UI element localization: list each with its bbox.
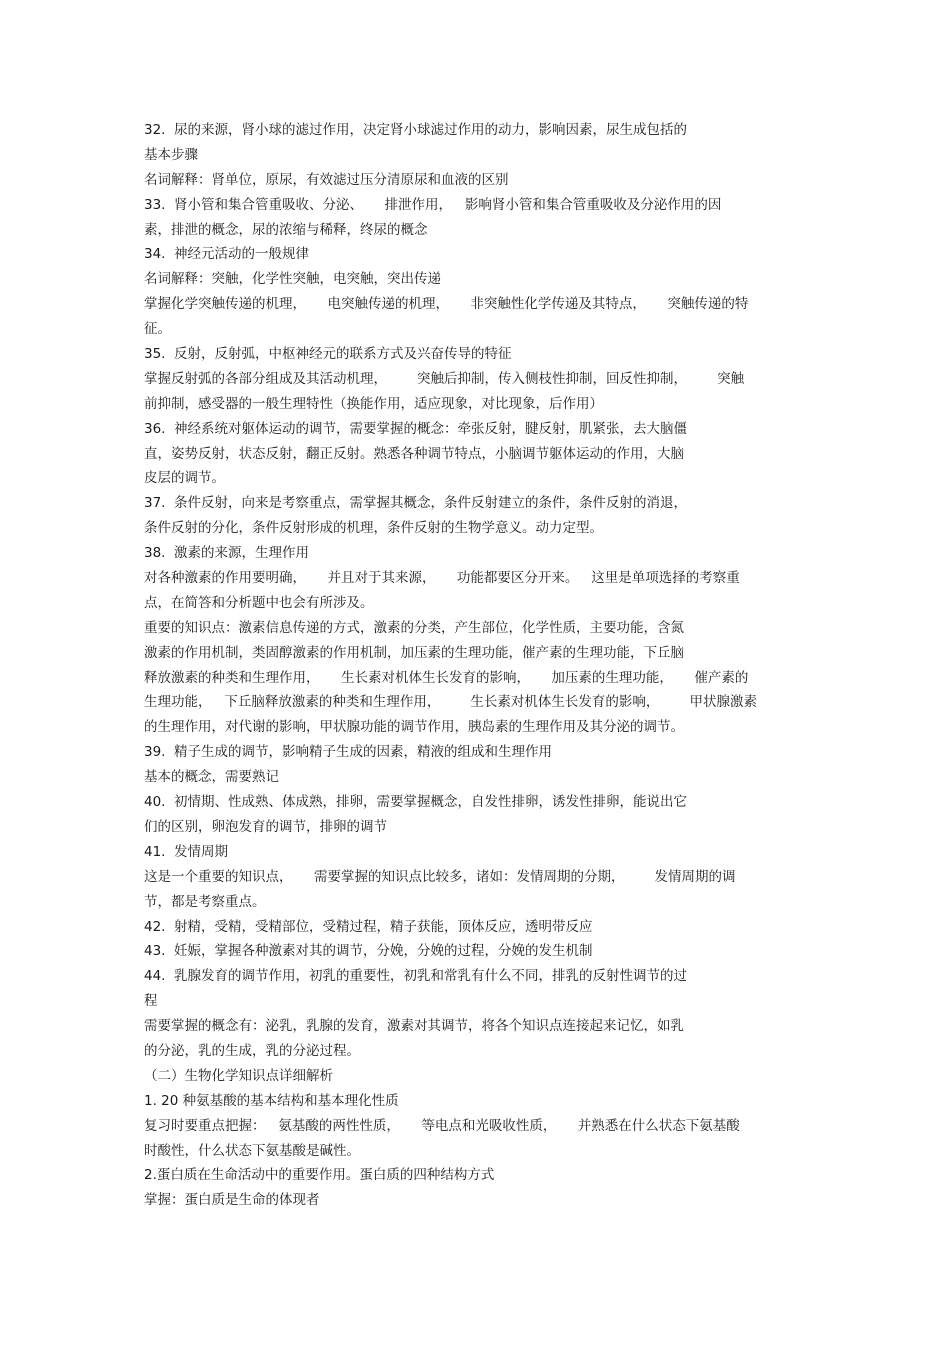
text-line: 释放激素的种类和生理作用， 生长素对机体生长发育的影响， 加压素的生理功能， 催产素的	[144, 669, 749, 686]
text-line: 1. 20 种氨基酸的基本结构和基本理化性质	[144, 1092, 399, 1109]
text-line: 复习时要重点把握： 氨基酸的两性性质， 等电点和光吸收性质， 并熟悉在什么状态下氨基酸	[144, 1117, 740, 1134]
text-line: 44. 乳腺发育的调节作用，初乳的重要性，初乳和常乳有什么不同，排乳的反射性调节的过	[144, 968, 688, 985]
text-line: 素，排泄的概念，尿的浓缩与稀释，终尿的概念	[144, 221, 428, 238]
text-line: 34. 神经元活动的一般规律	[144, 246, 310, 263]
text-line: 对各种激素的作用要明确， 并且对于其来源， 功能都要区分开来。 这里是单项选择的考察重	[144, 570, 740, 587]
text-line: 重要的知识点：激素信息传递的方式，激素的分类，产生部位，化学性质，主要功能，含氮	[144, 619, 684, 636]
text-line: 们的区别，卵泡发育的调节，排卵的调节	[144, 818, 387, 835]
text-line: 节，都是考察重点。	[144, 893, 266, 910]
text-line: 32. 尿的来源，肾小球的滤过作用，决定肾小球滤过作用的动力，影响因素，尿生成包括的	[144, 122, 688, 138]
text-line: 名词解释：突触，化学性突触，电突触，突出传递	[144, 271, 441, 288]
text-line: 37. 条件反射，向来是考察重点，需掌握其概念，条件反射建立的条件，条件反射的消退，	[144, 495, 688, 512]
text-line: 43. 妊娠，掌握各种激素对其的调节，分娩，分娩的过程，分娩的发生机制	[144, 943, 593, 960]
text-line: 程	[144, 993, 158, 1010]
text-line: 41. 发情周期	[144, 843, 229, 860]
text-line: 征。	[144, 321, 171, 338]
text-line: 名词解释：肾单位，原尿，有效滤过压分清原尿和血液的区别	[144, 171, 509, 188]
text-line: 39. 精子生成的调节，影响精子生成的因素，精液的组成和生理作用	[144, 744, 553, 761]
text-line: 点，在简答和分析题中也会有所涉及。	[144, 594, 374, 611]
text-line: 基本的概念，需要熟记	[144, 769, 279, 786]
text-line: 的生理作用，对代谢的影响，甲状腺功能的调节作用，胰岛素的生理作用及其分泌的调节。	[144, 719, 684, 736]
section-heading: （二）生物化学知识点详细解析	[144, 1067, 333, 1084]
text-line: 激素的作用机制，类固醇激素的作用机制，加压素的生理功能，催产素的生理功能，下丘脑	[144, 644, 684, 661]
text-line: 的分泌，乳的生成，乳的分泌过程。	[144, 1042, 360, 1059]
text-line: 2.蛋白质在生命活动中的重要作用。蛋白质的四种结构方式	[144, 1167, 495, 1184]
text-line: 时酸性，什么状态下氨基酸是碱性。	[144, 1142, 360, 1159]
document-page	[144, 118, 812, 1213]
text-line: 40. 初情期、性成熟、体成熟，排卵，需要掌握概念，自发性排卵，诱发性排卵，能说出它	[144, 794, 688, 811]
text-line: 33. 肾小管和集合管重吸收、分泌、 排泄作用， 影响肾小管和集合管重吸收及分泌作用的因	[144, 196, 722, 213]
text-line: 掌握反射弧的各部分组成及其活动机理， 突触后抑制，传入侧枝性抑制，回反性抑制， 突触	[144, 370, 745, 387]
text-line: 直，姿势反射，状态反射，翻正反射。熟悉各种调节特点，小脑调节躯体运动的作用，大脑	[144, 445, 684, 462]
text-line: 基本步骤	[144, 146, 198, 163]
text-line: 生理功能， 下丘脑释放激素的种类和生理作用， 生长素对机体生长发育的影响， 甲状腺激素	[144, 694, 757, 711]
text-line: 36. 神经系统对躯体运动的调节，需要掌握的概念：牵张反射，腱反射，肌紧张，去大脑僵	[144, 420, 688, 437]
text-line: 掌握：蛋白质是生命的体现者	[144, 1192, 320, 1209]
text-line: 条件反射的分化，条件反射形成的机理，条件反射的生物学意义。动力定型。	[144, 520, 603, 537]
text-line: 38. 激素的来源，生理作用	[144, 545, 310, 562]
text-line: 35. 反射，反射弧，中枢神经元的联系方式及兴奋传导的特征	[144, 346, 512, 363]
text-line: 需要掌握的概念有：泌乳，乳腺的发育，激素对其调节，将各个知识点连接起来记忆，如乳	[144, 1018, 684, 1035]
text-line: 这是一个重要的知识点， 需要掌握的知识点比较多，诸如：发情周期的分期， 发情周期的调	[144, 868, 736, 885]
text-line: 42. 射精，受精，受精部位，受精过程，精子获能，顶体反应，透明带反应	[144, 918, 593, 935]
text-line: 前抑制，感受器的一般生理特性（换能作用，适应现象，对比现象，后作用）	[144, 395, 603, 412]
text-line: 掌握化学突触传递的机理， 电突触传递的机理， 非突触性化学传递及其特点， 突触传递的特	[144, 296, 749, 313]
text-line: 皮层的调节。	[144, 470, 225, 487]
